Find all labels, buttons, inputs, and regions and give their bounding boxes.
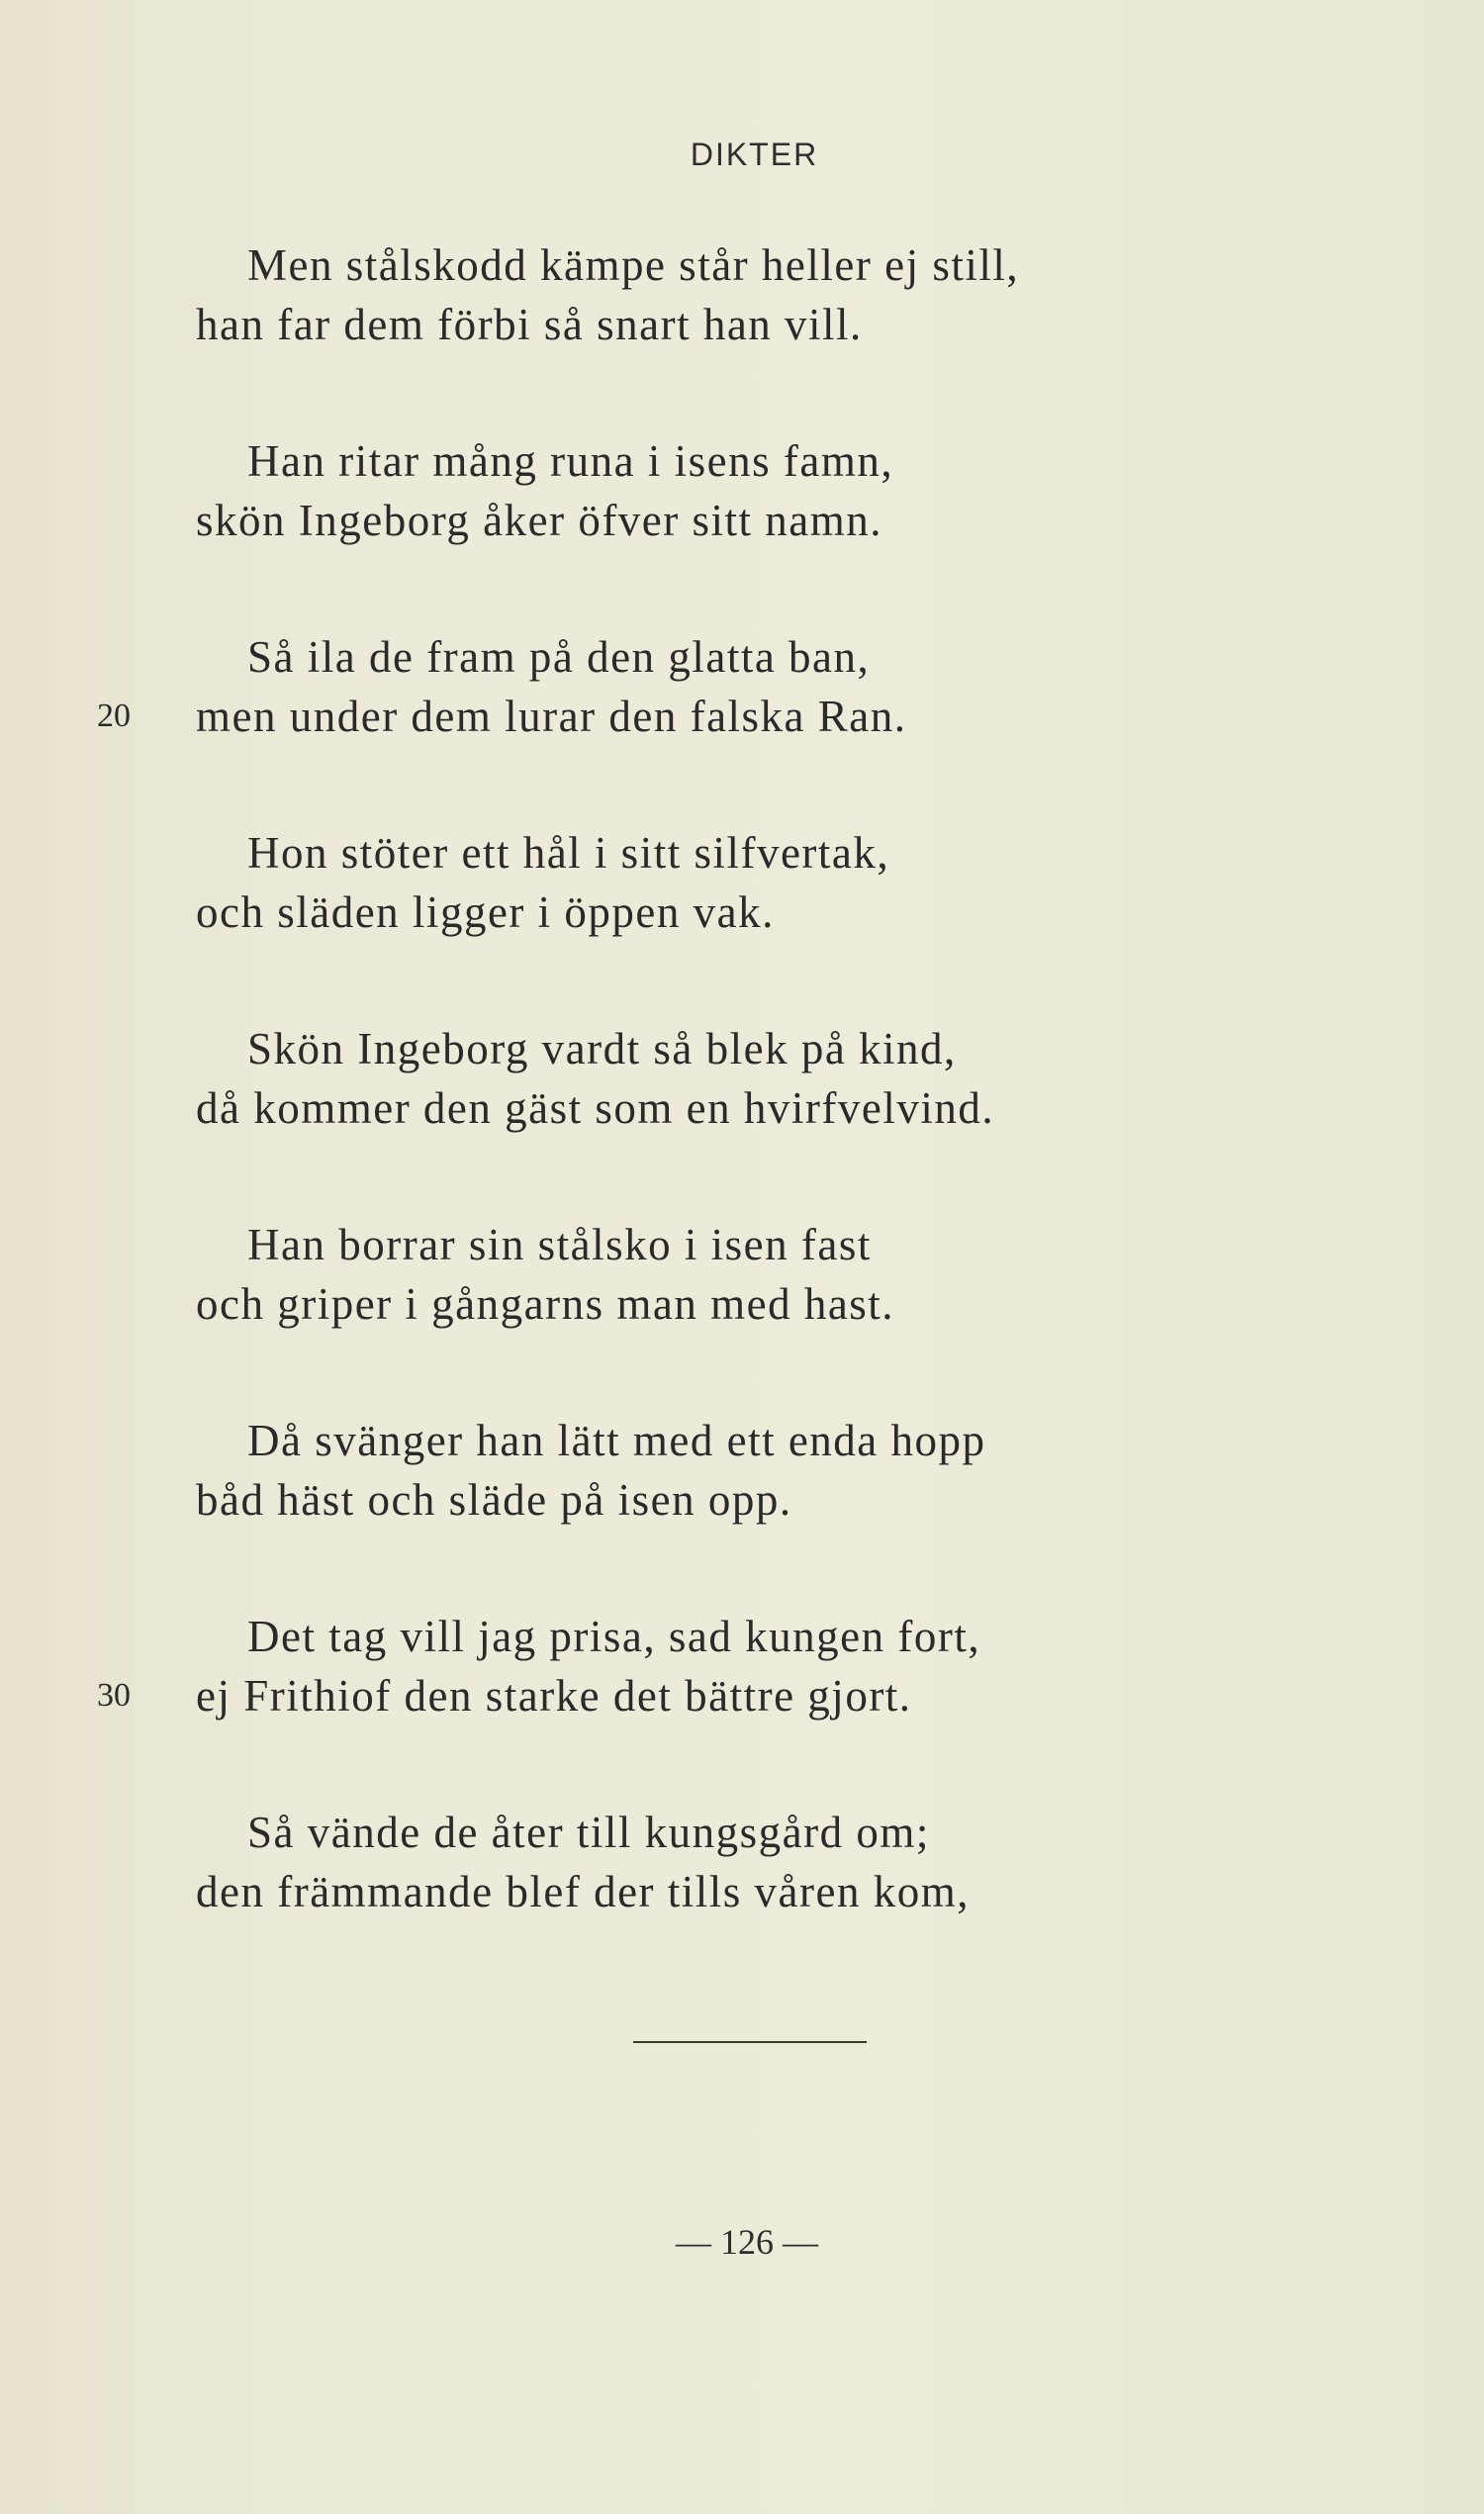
verse-line: Då svänger han lätt med ett enda hopp — [247, 1416, 986, 1465]
stanza — [196, 431, 1304, 627]
line-number: 20 — [97, 698, 131, 734]
page-number: — 126 — — [676, 2222, 818, 2262]
verse-line: Han borrar sin stålsko i isen fast — [247, 1220, 872, 1269]
verse-line: Så ila de fram på den glatta ban, — [247, 632, 871, 682]
verse-line: båd häst och släde på isen opp. — [196, 1475, 792, 1525]
stanza — [196, 823, 1304, 1019]
verse-line: då kommer den gäst som en hvirfvelvind. — [196, 1083, 995, 1133]
verse-line: Hon stöter ett hål i sitt silfvertak, — [247, 828, 890, 878]
stanza — [196, 1411, 1304, 1607]
stanza — [97, 627, 1304, 823]
verse-line: och släden ligger i öppen vak. — [196, 887, 775, 937]
verse-line: Han ritar mång runa i isens famn, — [247, 436, 894, 486]
verse-line: Det tag vill jag prisa, sad kungen fort, — [247, 1612, 981, 1661]
verse-line — [97, 1666, 1304, 1725]
verse-line-text: ej Frithiof den starke det bättre gjort. — [196, 1671, 912, 1721]
stanza — [97, 1607, 1304, 1803]
stanza — [196, 1019, 1304, 1215]
verse-line-text: men under dem lurar den falska Ran. — [196, 692, 907, 741]
verse-line: skön Ingeborg åker öfver sitt namn. — [196, 496, 883, 545]
verse-line — [97, 687, 1304, 746]
verse-line: den främmande blef der tills våren kom, — [196, 1867, 970, 1916]
section-divider — [633, 2041, 867, 2043]
verse-line: han far dem förbi så snart han vill. — [196, 300, 863, 349]
verse-line: och griper i gångarns man med hast. — [196, 1279, 895, 1329]
poem — [97, 235, 1304, 1999]
verse-line: Skön Ingeborg vardt så blek på kind, — [247, 1024, 957, 1073]
verse-line: Men stålskodd kämpe står heller ej still, — [247, 240, 1020, 290]
verse-line: Så vände de åter till kungsgård om; — [247, 1808, 930, 1857]
stanza — [196, 1215, 1304, 1411]
stanza — [196, 1803, 1304, 1999]
running-header: DIKTER — [690, 137, 819, 172]
stanza — [196, 235, 1304, 431]
line-number: 30 — [97, 1677, 131, 1714]
